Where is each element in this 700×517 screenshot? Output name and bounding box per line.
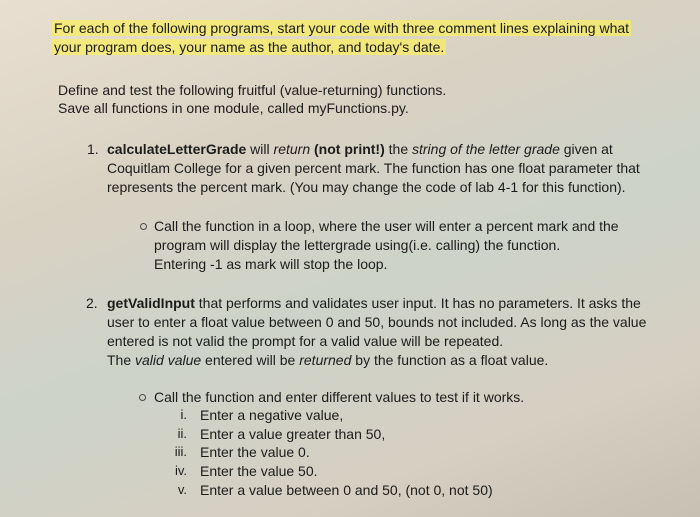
function-name-getvalidinput: getValidInput [107,295,195,311]
item-1-line-1: calculateLetterGrade will return (not print!) the string of the letter grade given at [107,141,613,157]
item-1-sub-line-1: Call the function in a loop, where the user will enter a percent mark and the [154,218,619,234]
item-1-sub-line-2: program will display the lettergrade using(i.e. calling) the function. [154,237,561,253]
roman-marker: iii. [174,444,187,459]
circle-bullet-icon [139,394,146,401]
intro-line-1: For each of the following programs, start your code with three comment lines explaining what [54,20,630,36]
test-item-2: Enter a value greater than 50, [200,426,386,442]
roman-marker: ii. [177,426,187,441]
item-2-line-3: entered is not valid the prompt for a valid value will be repeated. [107,333,504,349]
test-item-3: Enter the value 0. [200,444,310,460]
item-2-sub-line-1: Call the function and enter different values to test if it works. [154,389,525,405]
roman-marker: v. [177,482,187,497]
roman-marker: iv. [174,463,187,478]
item-2-line-4: The valid value entered will be returned by the function as a float value. [107,352,549,368]
item-1-line-2: Coquitlam College for a given percent mark. The function has one float parameter that [107,160,640,176]
define-line-2: Save all functions in one module, called myFunctions.py. [58,100,409,116]
function-name-calculate: calculateLetterGrade [107,141,247,157]
test-item-5: Enter a value between 0 and 50, (not 0, not 50) [200,482,493,498]
define-line-1: Define and test the following fruitful (value-returning) functions. [58,82,447,98]
item-2-number: 2. [86,295,98,311]
item-1-sub-line-3: Entering -1 as mark will stop the loop. [154,256,388,272]
intro-line-2: your program does, your name as the author, and today's date. [54,39,445,55]
roman-marker: i. [180,407,187,422]
circle-bullet-icon [140,223,147,230]
item-2-line-2: user to enter a float value between 0 and 50, bounds not included. As long as the value [107,314,647,330]
item-2-line-1: getValidInput that performs and validates user input. It has no parameters. It asks the [107,295,641,311]
test-item-1: Enter a negative value, [200,407,344,423]
item-1-line-3: represents the percent mark. (You may change the code of lab 4-1 for this function). [107,179,626,195]
item-1-number: 1. [87,141,99,157]
test-item-4: Enter the value 50. [200,463,318,479]
